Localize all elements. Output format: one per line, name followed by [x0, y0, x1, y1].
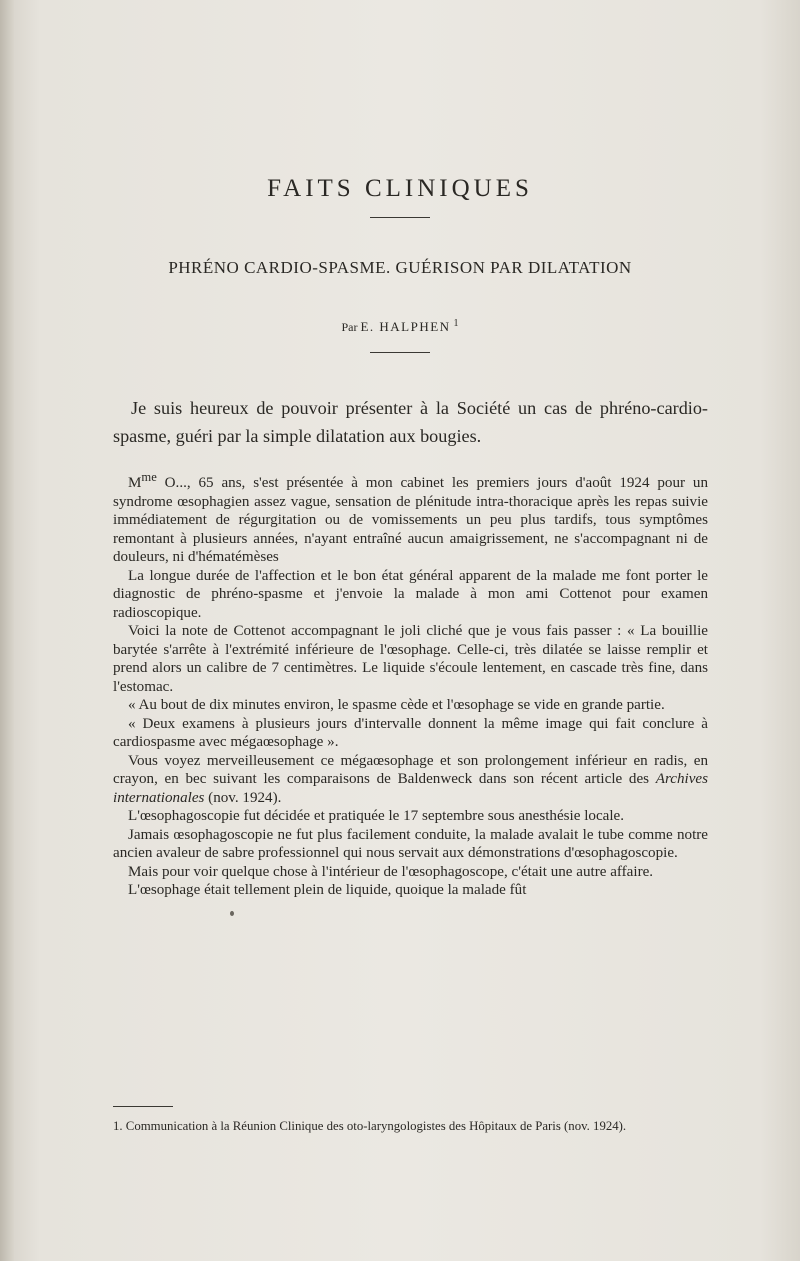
author-name: E. HALPHEN [360, 319, 451, 334]
paragraph: Vous voyez merveilleusement ce mégaœsophage et son prolongement inférieur en radis, en crayon, en bec suivant les comparaisons de Baldenweck dans son récent article des Archives internationales (nov. 1924). [113, 752, 708, 806]
journal-title: Archives internationales [113, 771, 708, 806]
byline [0, 318, 800, 335]
paragraph: La longue durée de l'affection et le bon état général apparent de la malade me font porter le diagnostic de phréno-spasme et j'envoie la malade à mon ami Cottenot pour examen radioscopique. [113, 567, 708, 621]
ink-speck [230, 911, 234, 916]
paragraph: $M^{me}$ O..., 65 ans, s'est présentée à mon cabinet les premiers jours d'août 1924 pour un syndrome œsophagien assez vague, sensation de plénitude intra-thoracique après les repas suivie immédiatement de régurgitation ou de vomissements un peu plus tardifs, tous symptômes remontant à plusieurs années, n'ayant entraîné aucun amaigrissement, ne s'accompagnant ni de douleurs, ni d'hématémèses [113, 470, 708, 566]
section-title: FAITS CLINIQUES [267, 175, 533, 202]
intro-paragraph: Je suis heureux de pouvoir présenter à la Société un cas de phréno-cardio-spasme, guéri par la simple dilatation aux bougies. [113, 398, 708, 446]
article-title: PHRÉNO CARDIO-SPASME. GUÉRISON PAR DILATATION [168, 258, 632, 277]
paragraph: Mais pour voir quelque chose à l'intérieur de l'œsophagoscope, c'était une autre affaire. [128, 863, 654, 880]
paragraph: « Deux examens à plusieurs jours d'intervalle donnent la même image qui fait conclure à cardiospasme avec mégaœsophage ». [113, 715, 708, 751]
paragraph: L'œsophage était tellement plein de liquide, quoique la malade fût [128, 882, 527, 899]
footnote-divider [113, 1106, 173, 1107]
footnote: 1. Communication à la Réunion Clinique des oto-laryngologistes des Hôpitaux de Paris (nov. 1924). [113, 1119, 627, 1133]
byline-divider [370, 352, 430, 353]
footnote-marker: 1 [453, 318, 459, 329]
paragraph: Jamais œsophagoscopie ne fut plus facilement conduite, la malade avalait le tube comme notre ancien avaleur de sabre professionnel qui nous servait aux démonstrations d'œsophagoscopie. [113, 826, 708, 862]
byline-prefix: Par [341, 320, 358, 334]
paragraph: « Au bout de dix minutes environ, le spasme cède et l'œsophage se vide en grande partie. [128, 697, 665, 714]
paragraph: L'œsophagoscopie fut décidée et pratiquée le 17 septembre sous anesthésie locale. [128, 808, 625, 825]
article-body [113, 468, 708, 900]
paragraph: Voici la note de Cottenot accompagnant le joli cliché que je vous fais passer : « La bouillie barytée s'arrête à l'extrémité inférieure de l'œsophage. Celle-ci, très dilatée se laisse remplir et prend alors un calibre de 7 centimètres. Le liquide s'écoule lentement, en cascade très fine, dans l'estomac. [113, 623, 708, 695]
title-divider [370, 217, 430, 218]
